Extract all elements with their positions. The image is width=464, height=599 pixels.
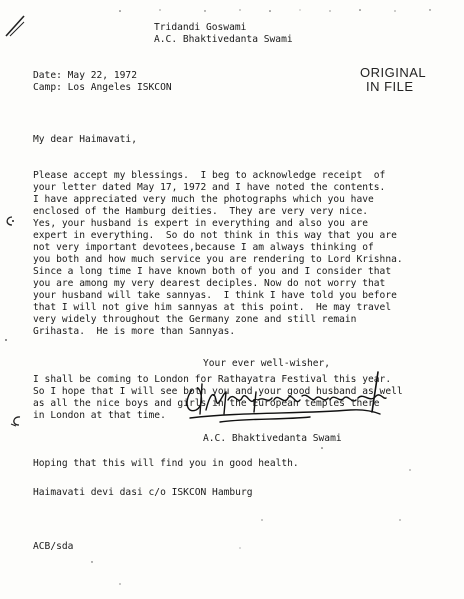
letterhead-line-2: A.C. Bhaktivedanta Swami xyxy=(154,34,293,45)
letter-line: So I hope that I will see both you and your good husband as well xyxy=(33,386,403,397)
letter-line: I shall be coming to London for Rathayatra Festival this year. xyxy=(33,374,392,385)
letter-line: Since a long time I have known both of you and I consider that xyxy=(33,266,392,277)
letter-line: you are among my very dearest deciples. Now do not worry that xyxy=(33,278,386,289)
letter-line: Hoping that this will find you in good health. xyxy=(33,458,299,469)
letter-date: Date: May 22, 1972 xyxy=(33,70,137,81)
closing-line: Your ever well-wisher, xyxy=(203,358,331,369)
salutation: My dear Haimavati, xyxy=(33,134,137,145)
carbon-copy-line: Haimavati devi dasi c/o ISKCON Hamburg xyxy=(33,487,253,498)
letter-line: expert in everything. So do not think in this way that you are xyxy=(33,230,397,241)
sender-name: A.C. Bhaktivedanta Swami xyxy=(203,433,342,444)
letterhead-line-1: Tridandi Goswami xyxy=(154,22,247,33)
letter-line: your husband will take sannyas. I think I have told you before xyxy=(33,290,397,301)
letter-line: I have appreciated very much the photographs which you have xyxy=(33,194,374,205)
letter-line: very widely throughout the Germany zone and still remain xyxy=(33,314,357,325)
stamp-line-1: ORIGINAL xyxy=(360,65,427,80)
letter-line: you both and how much service you are rendering to Lord Krishna. xyxy=(33,254,403,265)
letter-line: Grihasta. He is more than Sannyas. xyxy=(33,326,236,337)
letter-camp: Camp: Los Angeles ISKCON xyxy=(33,82,172,93)
letter-line: not very important devotees,because I am always thinking of xyxy=(33,242,374,253)
typist-initials: ACB/sda xyxy=(33,541,74,552)
letter-line: in London at that time. xyxy=(33,410,166,421)
letter-line: as all the nice boys and girls in the European temples there xyxy=(33,398,380,409)
letter-line: Please accept my blessings. I beg to acknowledge receipt of xyxy=(33,170,386,181)
letter-line: enclosed of the Hamburg deities. They are very very nice. xyxy=(33,206,369,217)
letter-line: your letter dated May 17, 1972 and I have noted the contents. xyxy=(33,182,386,193)
letter-line: that I will not give him sannyas at this point. He may travel xyxy=(33,302,392,313)
letter-line: Yes, your husband is expert in everything and also you are xyxy=(33,218,369,229)
stamp-line-2: IN FILE xyxy=(366,79,414,94)
